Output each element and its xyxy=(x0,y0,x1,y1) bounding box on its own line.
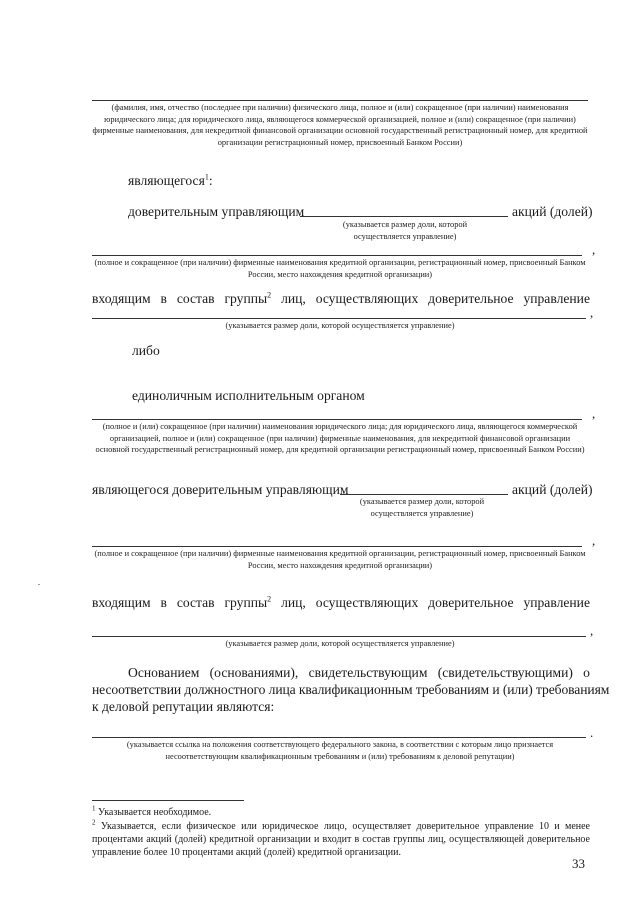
footnote-ref-1: 1 xyxy=(204,172,209,182)
footnote-mark-1: 1 xyxy=(92,804,96,813)
group-share-field xyxy=(92,318,586,319)
shares-label: акций (долей) xyxy=(512,204,593,219)
word: в xyxy=(160,291,167,306)
word-with-footnote xyxy=(224,290,271,307)
word: состав xyxy=(176,291,215,306)
colon: : xyxy=(208,173,213,188)
caption-legal-entity: (полное и (или) сокращенное (при наличии) наименования юридического лица; для юридического лица, являющегося коммерческой организацией, полное и (или) сокращенное (при наличии) фирменные наименования, для некредитной финансовой организации основной государственный регистрационный номер, для кредитной организации регистрационный номер, присвоенный Банком России) xyxy=(95,422,585,454)
footnote-ref-2: 2 xyxy=(267,290,272,300)
word: управление xyxy=(523,291,590,306)
period: . xyxy=(590,725,594,740)
share-size-field xyxy=(300,216,508,217)
share-size-field-2 xyxy=(340,494,508,495)
trust-manager-label: доверительным управляющим xyxy=(128,204,305,219)
footnote-1 xyxy=(92,806,590,819)
word: (основаниями), xyxy=(209,665,299,680)
footnote-2 xyxy=(92,820,590,859)
grounds-line-2: несоответствии должностного лица квалификационным требованиям и (или) требованиям xyxy=(92,682,610,697)
word: осуществляющих xyxy=(315,595,419,610)
word: о xyxy=(583,665,590,680)
word: группы xyxy=(224,291,268,306)
caption-credit-org-2: (полное и сокращенное (при наличии) фирменные наименования кредитной организации, регистрационный номер, присвоенный Банком России, место нахождения кредитной организации) xyxy=(94,549,586,570)
comma: , xyxy=(592,533,596,548)
word: входящим xyxy=(92,291,151,306)
group-share-field-2 xyxy=(92,636,586,637)
group-line xyxy=(92,290,590,307)
word: (свидетельствующими) xyxy=(437,665,573,680)
scan-mark xyxy=(38,584,40,585)
caption-share-size-line: (указывается размер доли, которой осуществляется управление) xyxy=(225,321,455,330)
being-label: являющегося xyxy=(128,173,205,188)
word: свидетельствующим xyxy=(308,665,428,680)
footnote-separator xyxy=(92,800,244,801)
footnote-ref-2: 2 xyxy=(267,594,272,604)
footnote-mark-2: 2 xyxy=(92,818,96,827)
or-label: либо xyxy=(132,343,160,358)
word: лиц, xyxy=(281,291,306,306)
comma: , xyxy=(592,406,596,421)
comma: , xyxy=(590,623,594,638)
caption-person: (фамилия, имя, отчество (последнее при наличии) физического лица, полное и (или) сокращенное (при наличии) наименования юридического лица; для юридического лица, являющегося коммерческой организацией, полное и (или) сокращенное (при наличии) фирменные наименования, для некредитной финансовой организации основной государственный регистрационный номер, для кредитной организации регистрационный номер, присвоенный Банком России) xyxy=(92,103,588,147)
word: входящим xyxy=(92,595,151,610)
word: управление xyxy=(523,595,590,610)
word: лиц, xyxy=(281,595,306,610)
word-with-footnote xyxy=(224,594,271,611)
being-trust-label: являющегося доверительным управляющим xyxy=(92,482,349,497)
page-number: 33 xyxy=(572,856,585,871)
credit-org-field-2 xyxy=(92,546,582,547)
shares-label-2: акций (долей) xyxy=(512,482,593,497)
group-line-2 xyxy=(92,594,590,611)
law-ref-field xyxy=(92,737,586,738)
comma: , xyxy=(592,242,596,257)
grounds-line-1 xyxy=(128,664,590,681)
word: группы xyxy=(224,595,268,610)
word: доверительное xyxy=(428,291,514,306)
comma: , xyxy=(590,305,594,320)
word: осуществляющих xyxy=(315,291,419,306)
caption-credit-org: (полное и сокращенное (при наличии) фирменные наименования кредитной организации, регистрационный номер, присвоенный Банком России, место нахождения кредитной организации) xyxy=(94,258,586,279)
sole-exec-label: единоличным исполнительным органом xyxy=(132,388,365,403)
grounds-line-3: к деловой репутации являются: xyxy=(92,699,275,714)
word: состав xyxy=(176,595,215,610)
legal-entity-field xyxy=(92,419,582,420)
word: в xyxy=(160,595,167,610)
caption-share-size-line-2: (указывается размер доли, которой осуществляется управление) xyxy=(225,639,455,648)
person-name-line xyxy=(92,100,588,101)
caption-share-size-2: (указывается размер доли, которой осуществляется управление) xyxy=(359,497,485,518)
word: доверительное xyxy=(428,595,514,610)
footnote-2-text: Указывается, если физическое или юридическое лицо, осуществляет доверительное управление 10 и менее процентами акций (долей) кредитной организации и входит в состав группы лиц, осуществляющей доверительное управление более 10 процентами акций (долей) кредитной организации. xyxy=(92,821,590,858)
word: Основанием xyxy=(128,665,200,680)
being-heading xyxy=(128,172,213,189)
caption-share-size: (указывается размер доли, которой осуществляется управление) xyxy=(342,220,468,241)
caption-law-ref: (указывается ссылка на положения соответствующего федерального закона, в соответствии с которым лицо признается несоответствующим квалификационным требованиям и (или) требованиям к деловой репутации) xyxy=(126,740,554,761)
footnote-1-text: Указывается необходимое. xyxy=(98,807,212,818)
credit-org-field xyxy=(92,255,582,256)
